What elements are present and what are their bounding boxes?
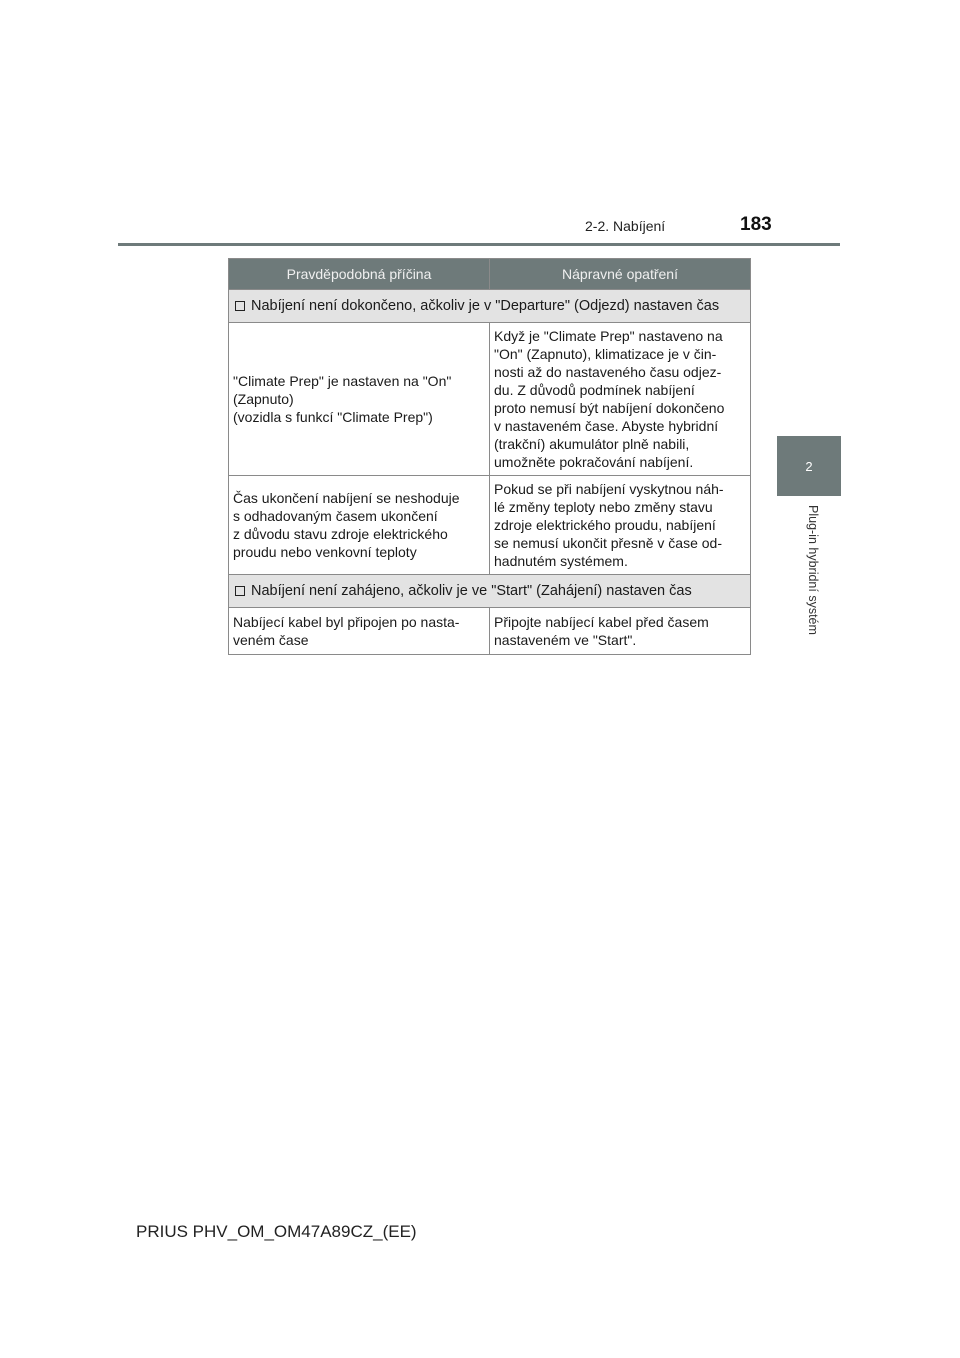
chapter-label: Plug-in hybridní systém (806, 505, 820, 635)
cause-cell: Nabíjecí kabel byl připojen po nasta- veném čase (229, 608, 490, 655)
column-header-remedy: Nápravné opatření (490, 259, 751, 290)
column-header-cause: Pravděpodobná příčina (229, 259, 490, 290)
header-section-title: 2-2. Nabíjení (585, 218, 666, 234)
remedy-cell: Připojte nabíjecí kabel před časem nastaveném ve "Start". (490, 608, 751, 655)
section-title: Nabíjení není zahájeno, ačkoliv je ve "Start" (Zahájení) nastaven čas (251, 583, 692, 599)
remedy-cell: Pokud se při nabíjení vyskytnou náh- lé změny teploty nebo změny stavu zdroje elektrického proudu, nabíjení se nemusí ukončit přesně v čase od- hadnutém systémem. (490, 476, 751, 575)
table-row (229, 608, 751, 655)
section-row (229, 290, 751, 323)
cause-cell: "Climate Prep" je nastaven na "On" (Zapnuto) (vozidla s funkcí "Climate Prep") (229, 323, 490, 476)
section-title: Nabíjení není dokončeno, ačkoliv je v "Departure" (Odjezd) nastaven čas (251, 298, 720, 314)
table-header-row (229, 259, 751, 290)
section-title-cell (229, 290, 751, 323)
section-row (229, 575, 751, 608)
page-number: 183 (740, 214, 772, 235)
section-title-cell (229, 575, 751, 608)
table-row (229, 476, 751, 575)
remedy-cell: Když je "Climate Prep" nastaveno na "On" (Zapnuto), klimatizace je v čin- nosti až do nastaveného času odjez- du. Z důvodů podmínek nabíjení proto nemusí být nabíjení dokončeno v nastaveném čase. Abyste hybridní (trakční) akumulátor plně nabili, umožněte pokračování nabíjení. (490, 323, 751, 476)
checkbox-icon (235, 586, 245, 596)
chapter-tab (777, 436, 841, 496)
document-code: PRIUS PHV_OM_OM47A89CZ_(EE) (136, 1222, 417, 1241)
troubleshooting-table (228, 258, 751, 655)
table-row (229, 323, 751, 476)
checkbox-icon (235, 301, 245, 311)
chapter-number: 2 (805, 458, 813, 474)
header-divider (118, 243, 840, 246)
cause-cell: Čas ukončení nabíjení se neshoduje s odhadovaným časem ukončení z důvodu stavu zdroje elektrického proudu nebo venkovní teploty (229, 476, 490, 575)
